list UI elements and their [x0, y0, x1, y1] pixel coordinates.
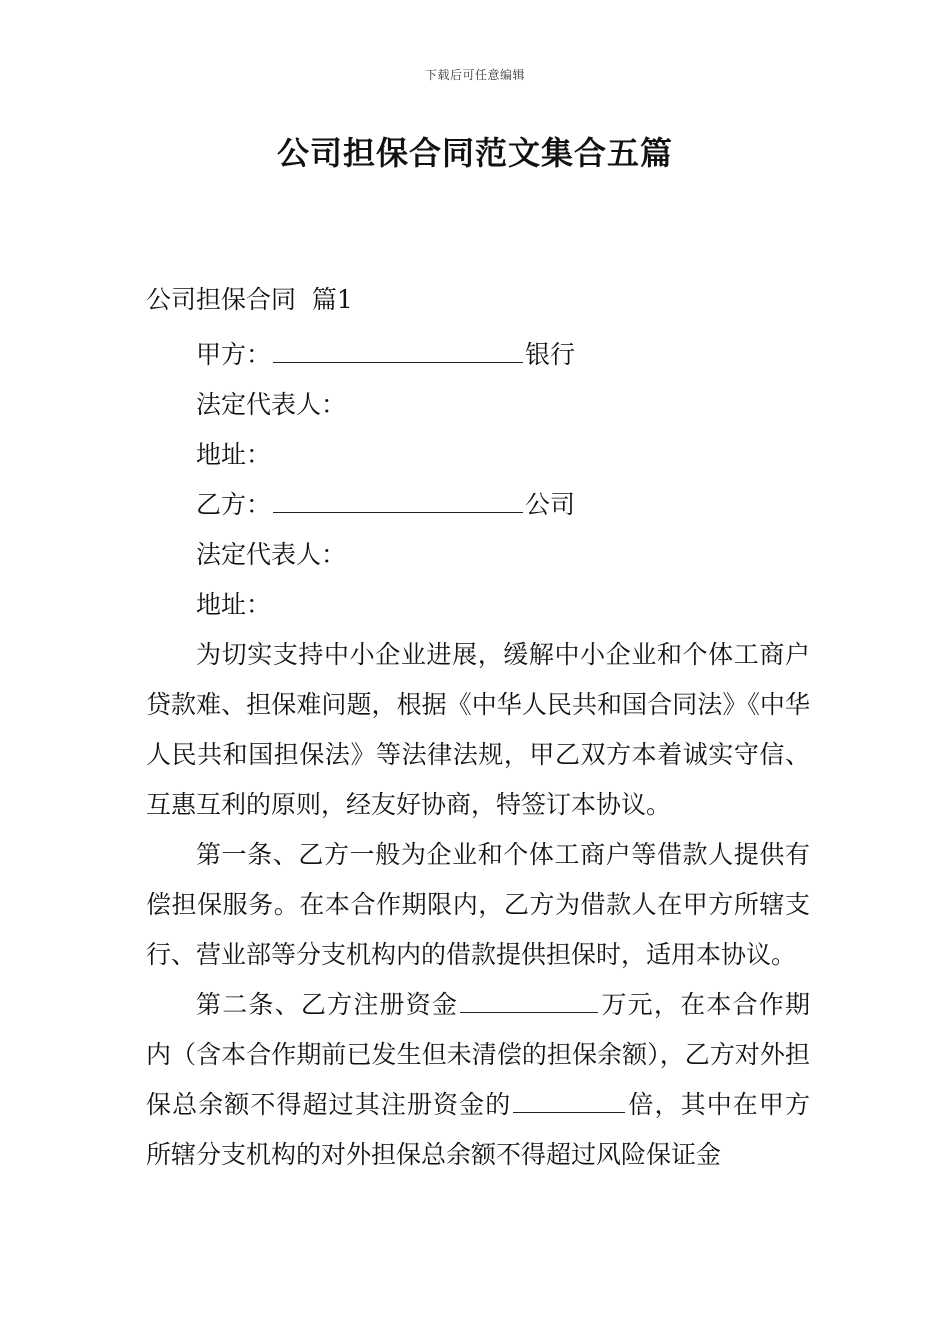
- party-a-label: 甲方：: [196, 340, 272, 369]
- party-b-name-blank[interactable]: [273, 486, 523, 513]
- party-b-suffix: 公司: [525, 490, 576, 519]
- preamble-paragraph: 为切实支持中小企业进展，缓解中小企业和个体工商户贷款难、担保难问题，根据《中华人民共和国合同法》《中华人民共和国担保法》等法律法规，甲乙双方本着诚实守信、互惠互利的原则，经友好协商，特签订本协议。: [146, 640, 810, 819]
- article-1-paragraph: 第一条、乙方一般为企业和个体工商户等借款人提供有偿担保服务。在本合作期限内，乙方为借款人在甲方所辖支行、营业部等分支机构内的借款提供担保时，适用本协议。: [146, 840, 810, 969]
- party-b-label: 乙方：: [196, 490, 272, 519]
- party-a-address: 地址：: [196, 440, 272, 469]
- article-2-text-part3: 倍，其中在甲方所辖分支机构的对外担保总余额不得超过风险保证金: [146, 1090, 810, 1169]
- registered-capital-blank[interactable]: [460, 986, 598, 1013]
- article-2-paragraph: [146, 980, 810, 1180]
- party-b-line: [146, 480, 810, 530]
- party-a-suffix: 银行: [525, 340, 576, 369]
- guarantee-multiple-blank[interactable]: [513, 1086, 625, 1113]
- party-a-representative: 法定代表人：: [196, 390, 347, 419]
- article-2-text-part1: 第二条、乙方注册资金: [196, 990, 459, 1019]
- document-body: [146, 280, 810, 1180]
- party-a-line: [146, 330, 810, 380]
- party-a-name-blank[interactable]: [273, 336, 523, 363]
- article-2-text-part2: 万元，在本合作期内（含本合作期前已发生但未清偿的担保余额），乙方对外担保总余额不得超过其注册资金的: [146, 990, 810, 1119]
- section-heading: 公司担保合同 篇1: [146, 285, 353, 314]
- party-b-address: 地址：: [196, 590, 272, 619]
- party-b-representative: 法定代表人：: [196, 540, 347, 569]
- header-note: 下载后可任意编辑: [424, 68, 525, 82]
- document-title: 公司担保合同范文集合五篇: [276, 134, 673, 172]
